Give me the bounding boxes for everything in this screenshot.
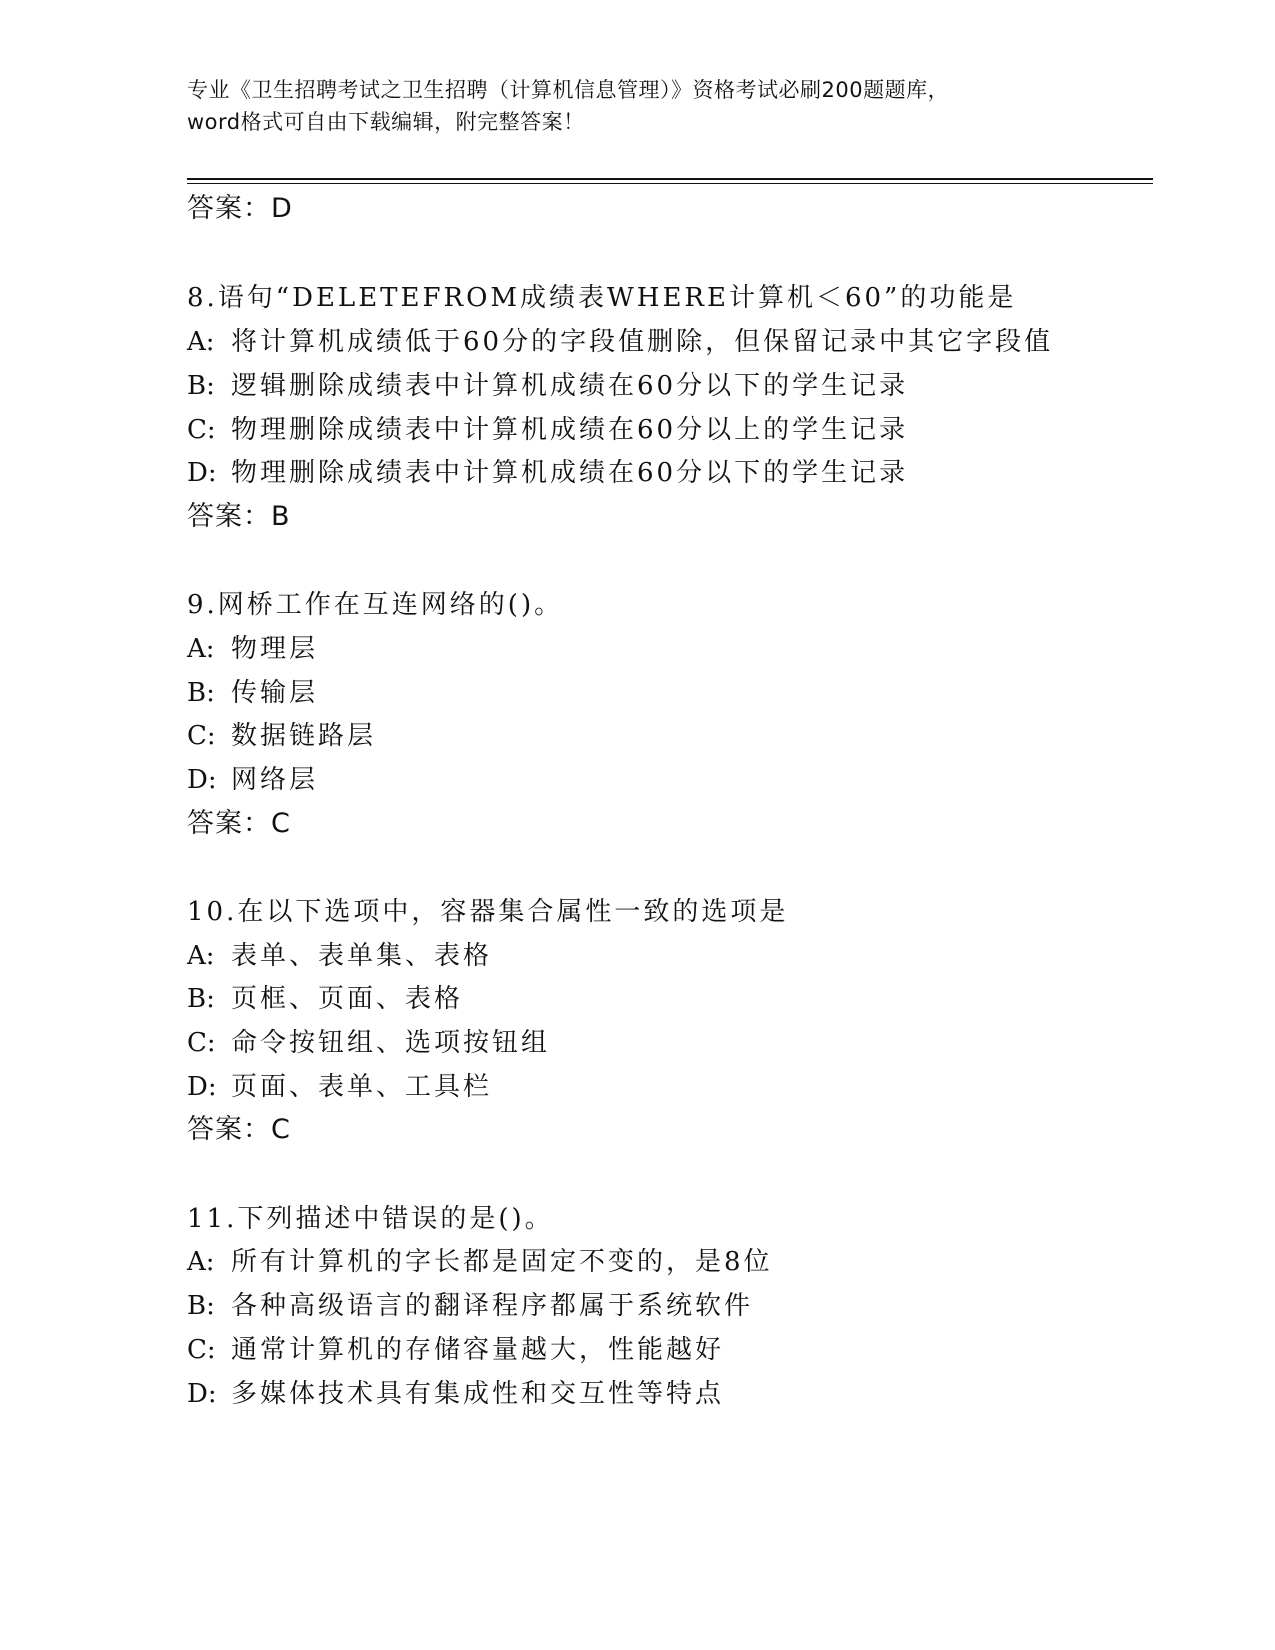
document-header	[187, 74, 1087, 138]
option-label: A:	[187, 634, 215, 664]
option-label: C:	[187, 415, 216, 445]
question-10-answer: 答案：C	[187, 1114, 291, 1145]
question-11-stem: 11.下列描述中错误的是()。	[187, 1204, 554, 1234]
question-8-stem: 8.语句“DELETEFROM成绩表WHERE计算机＜60”的功能是	[187, 283, 1017, 313]
option-label: D:	[187, 765, 217, 795]
option-label: A:	[187, 1247, 215, 1277]
option-text: 传输层	[231, 678, 319, 708]
option-label: B:	[187, 984, 215, 1014]
header-divider-thick	[187, 178, 1153, 180]
option-label: B:	[187, 1291, 215, 1321]
option-text: 物理删除成绩表中计算机成绩在60分以下的学生记录	[231, 458, 909, 488]
header-divider-thin	[187, 183, 1153, 184]
option-text: 表单、表单集、表格	[231, 941, 493, 971]
option-label: D:	[187, 1379, 217, 1409]
option-text: 页面、表单、工具栏	[231, 1072, 493, 1102]
question-10-option-a	[187, 939, 492, 973]
question-9-option-c	[187, 719, 376, 753]
option-label: A:	[187, 941, 215, 971]
option-text: 页框、页面、表格	[231, 984, 464, 1014]
option-text: 物理层	[231, 634, 319, 664]
question-11-option-d	[187, 1377, 724, 1411]
question-11-option-a	[187, 1245, 773, 1279]
header-title-line-1: 专业《卫生招聘考试之卫生招聘（计算机信息管理）》资格考试必刷200题题库，	[187, 78, 950, 102]
question-9-stem: 9.网桥工作在互连网络的()。	[187, 590, 564, 620]
question-10-stem: 10.在以下选项中，容器集合属性一致的选项是	[187, 897, 789, 927]
question-9-option-b	[187, 676, 318, 710]
option-text: 所有计算机的字长都是固定不变的，是8位	[231, 1247, 773, 1277]
question-10-option-c	[187, 1026, 550, 1060]
option-label: D:	[187, 1072, 217, 1102]
option-text: 命令按钮组、选项按钮组	[231, 1028, 551, 1058]
question-9-option-d	[187, 763, 318, 797]
option-text: 各种高级语言的翻译程序都属于系统软件	[231, 1291, 754, 1321]
question-8-option-a	[187, 325, 1053, 359]
option-text: 数据链路层	[231, 721, 377, 751]
option-label: C:	[187, 721, 216, 751]
header-title-line-2: word格式可自由下载编辑，附完整答案！	[187, 110, 585, 134]
option-text: 物理删除成绩表中计算机成绩在60分以上的学生记录	[231, 415, 909, 445]
option-label: D:	[187, 458, 217, 488]
question-11-option-b	[187, 1289, 753, 1323]
answer-previous: 答案：D	[187, 193, 293, 224]
question-11-option-c	[187, 1333, 724, 1367]
option-text: 通常计算机的存储容量越大，性能越好	[231, 1335, 725, 1365]
question-9-answer: 答案：C	[187, 808, 291, 839]
option-text: 多媒体技术具有集成性和交互性等特点	[231, 1379, 725, 1409]
option-text: 网络层	[231, 765, 319, 795]
option-label: B:	[187, 371, 215, 401]
question-8-option-d	[187, 456, 908, 490]
question-10-option-d	[187, 1070, 492, 1104]
option-text: 逻辑删除成绩表中计算机成绩在60分以下的学生记录	[231, 371, 909, 401]
option-label: A:	[187, 327, 215, 357]
option-label: B:	[187, 678, 215, 708]
question-9-option-a	[187, 632, 318, 666]
question-8-option-c	[187, 413, 908, 447]
question-10-option-b	[187, 982, 463, 1016]
option-label: C:	[187, 1028, 216, 1058]
question-8-answer: 答案：B	[187, 501, 291, 532]
question-8-option-b	[187, 369, 908, 403]
option-text: 将计算机成绩低于60分的字段值删除，但保留记录中其它字段值	[231, 327, 1054, 357]
option-label: C:	[187, 1335, 216, 1365]
